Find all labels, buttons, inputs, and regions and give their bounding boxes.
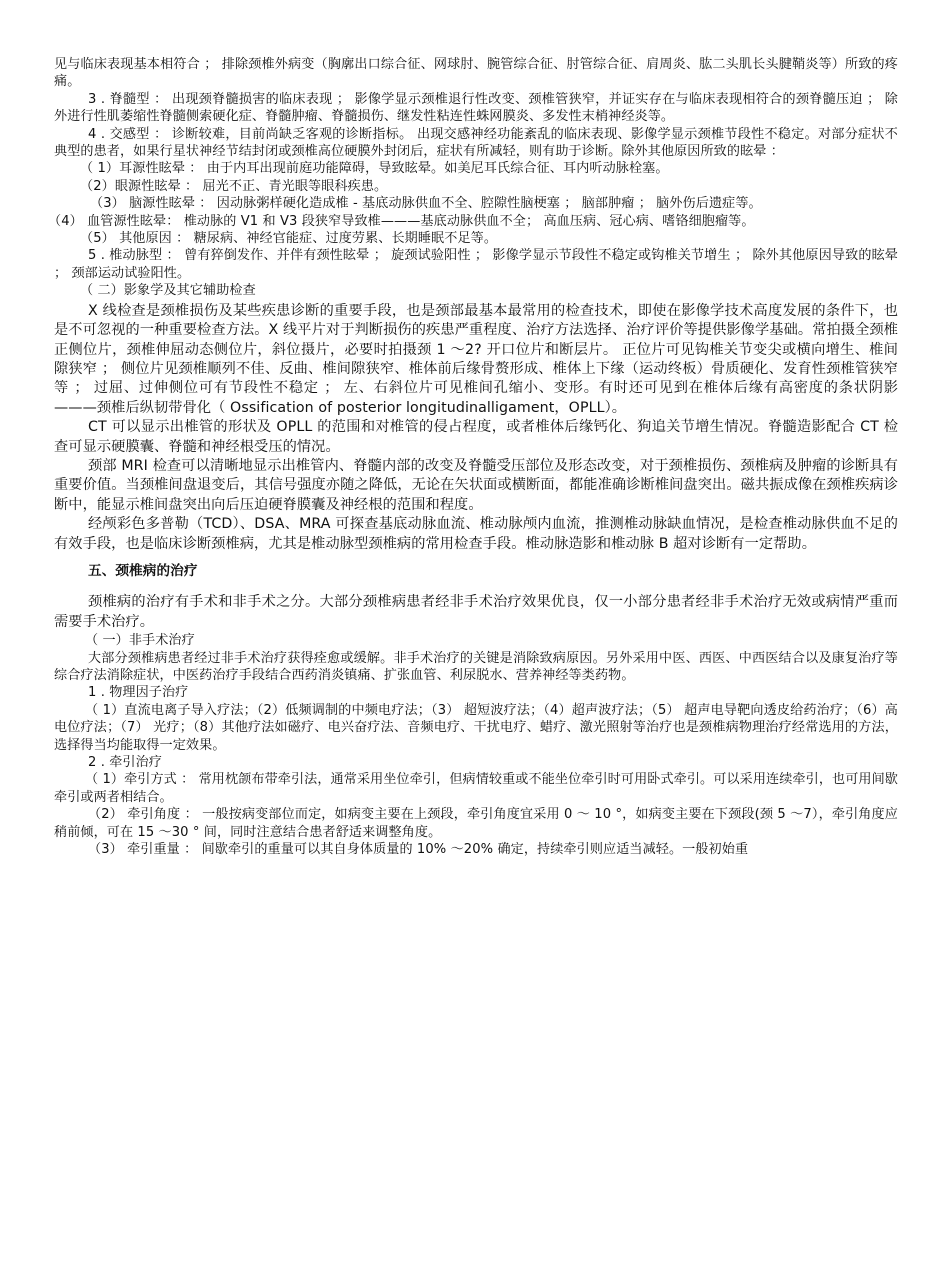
- section-heading: 五、颈椎病的治疗: [88, 562, 198, 579]
- list-item: （ 1）耳源性眩晕 ： 由于内耳出现前庭功能障碍，导致眩晕。如美尼耳氏综合征、耳内听动脉栓塞。: [80, 161, 669, 177]
- list-item: （5） 其他原因 ： 糖尿病、神经官能症、过度劳累、长期睡眠不足等。: [80, 231, 498, 247]
- paragraph: 大部分颈椎病患者经过非手术治疗获得痊愈或缓解。非手术治疗的关键是消除致病原因。另外采用中医、西医、中西医结合以及康复治疗等综合疗法消除症状，中医药治疗手段结合西药消炎镇痛、扩张血管、利尿脱水、营养神经等类药物。: [54, 650, 898, 683]
- paragraph: 见与临床表现基本相符合 ； 排除颈椎外病变（胸廓出口综合征、网球肘、腕管综合征、肘管综合征、肩周炎、肱二头肌长头腱鞘炎等）所致的疼痛。: [54, 57, 898, 90]
- list-item: （3） 脑源性眩晕 ： 因动脉粥样硬化造成椎 - 基底动脉供血不全、腔隙性脑梗塞 ； 脑部肿瘤 ； 脑外伤后遗症等。: [90, 196, 762, 212]
- paragraph: （3） 牵引重量 ： 间歇牵引的重量可以其自身体质量的 10% ～20% 确定，持续牵引则应适当减轻。一般初始重: [88, 842, 749, 858]
- section-subheading: （ 一）非手术治疗: [85, 633, 195, 649]
- paragraph: 5 . 椎动脉型 ： 曾有猝倒发作、并伴有颈性眩晕 ； 旋颈试验阳性 ； 影像学显示节段性不稳定或钩椎关节增生 ； 除外其他原因导致的眩晕 ； 颈部运动试验阳性。: [54, 248, 898, 281]
- paragraph: （ 1）牵引方式 ： 常用枕颌布带牵引法，通常采用坐位牵引，但病情较重或不能坐位牵引时可用卧式牵引。可以采用连续牵引，也可用间歇牵引或两者相结合。: [54, 772, 898, 805]
- paragraph: 颈椎病的治疗有手术和非手术之分。大部分颈椎病患者经非手术治疗效果优良，仅一小部分患者经非手术治疗无效或病情严重而需要手术治疗。: [54, 594, 898, 630]
- paragraph: （ 1）直流电离子导入疗法；（2）低频调制的中频电疗法；（3） 超短波疗法；（4）超声波疗法；（5） 超声电导靶向透皮给药治疗；（6）高电位疗法；（7） 光疗；（8）其他疗法如磁疗、电兴奋疗法、音频电疗、干扰电疗、蜡疗、激光照射等治疗也是颈椎病物理治疗经常选用的方法，选择得当均能取得一定效果。: [54, 702, 898, 753]
- paragraph: CT 可以显示出椎管的形状及 OPLL 的范围和对椎管的侵占程度，或者椎体后缘钙化、狗追关节增生情况。脊髓造影配合 CT 检查可显示硬膜囊、脊髓和神经根受压的情况。: [54, 419, 898, 455]
- paragraph: X 线检查是颈椎损伤及某些疾患诊断的重要手段，也是颈部最基本最常用的检查技术，即使在影像学技术高度发展的条件下，也是不可忽视的一种重要检查方法。X 线平片对于判断损伤的疾患严重程度、治疗方法选择、治疗评价等提供影像学基础。常拍摄全颈椎正侧位片，颈椎伸屈动态侧位片，斜位摄片，必要时拍摄颈 1 ～2? 开口位片和断层片。 正位片可见钩椎关节变尖或横向增生、椎间隙狭窄 ； 侧位片见颈椎顺列不佳、反曲、椎间隙狭窄、椎体前后缘骨赘形成、椎体上下缘（运动终板）骨质硬化、发育性颈椎管狭窄等 ； 过屈、过伸侧位可有节段性不稳定 ； 左、右斜位片可见椎间孔缩小、变形。有时还可见到在椎体后缘有高密度的条状阴影———颈椎后纵韧带骨化（ Ossification of posterior longitudinalligament，OPLL）。: [54, 302, 898, 416]
- paragraph: 3 . 脊髓型 ： 出现颈脊髓损害的临床表现 ； 影像学显示颈椎退行性改变、颈椎管狭窄，并证实存在与临床表现相符合的颈脊髓压迫 ； 除外进行性肌萎缩性脊髓侧索硬化症、脊髓肿瘤、脊髓损伤、继发性粘连性蛛网膜炎、多发性末梢神经炎等。: [54, 91, 898, 125]
- paragraph: 颈部 MRI 检查可以清晰地显示出椎管内、脊髓内部的改变及脊髓受压部位及形态改变，对于颈椎损伤、颈椎病及肿瘤的诊断具有重要价值。当颈椎间盘退变后，其信号强度亦随之降低，无论在矢状面或横断面，都能准确诊断椎间盘突出。磁共振成像在颈椎疾病诊断中，能显示椎间盘突出向后压迫硬脊膜囊及神经根的范围和程度。: [54, 457, 898, 513]
- paragraph: 4 . 交感型 ： 诊断较难，目前尚缺乏客观的诊断指标。 出现交感神经功能紊乱的临床表现、影像学显示颈椎节段性不稳定。对部分症状不典型的患者，如果行星状神经节结封闭或颈椎高位硬膜外封闭后，症状有所减轻，则有助于诊断。除外其他原因所致的眩晕 ：: [54, 126, 898, 160]
- paragraph: 经颅彩色多普勒（TCD）、DSA、MRA 可探查基底动脉血流、椎动脉颅内血流，推测椎动脉缺血情况，是检查椎动脉供血不足的有效手段，也是临床诊断颈椎病，尤其是椎动脉型颈椎病的常用检查手段。椎动脉造影和椎动脉 B 超对诊断有一定帮助。: [54, 516, 898, 552]
- paragraph: （2） 牵引角度 ： 一般按病变部位而定，如病变主要在上颈段，牵引角度宜采用 0 ～ 10 °，如病变主要在下颈段(颈 5 ～7），牵引角度应稍前倾，可在 15 ～30 ° 间，同时注意结合患者舒适来调整角度。: [54, 807, 898, 840]
- subsection-title: 2 . 牵引治疗: [88, 755, 162, 771]
- list-item: （2）眼源性眩晕 ： 屈光不正、青光眼等眼科疾患。: [80, 178, 388, 194]
- document-page: [48, 56, 898, 858]
- section-subheading: （ 二）影象学及其它辅助检查: [80, 283, 256, 299]
- list-item: （4） 血管源性眩晕： 椎动脉的 V1 和 V3 段狭窄导致椎———基底动脉供血不全； 高血压病、冠心病、嗜铬细胞瘤等。: [48, 213, 755, 229]
- subsection-title: 1 . 物理因子治疗: [88, 685, 189, 701]
